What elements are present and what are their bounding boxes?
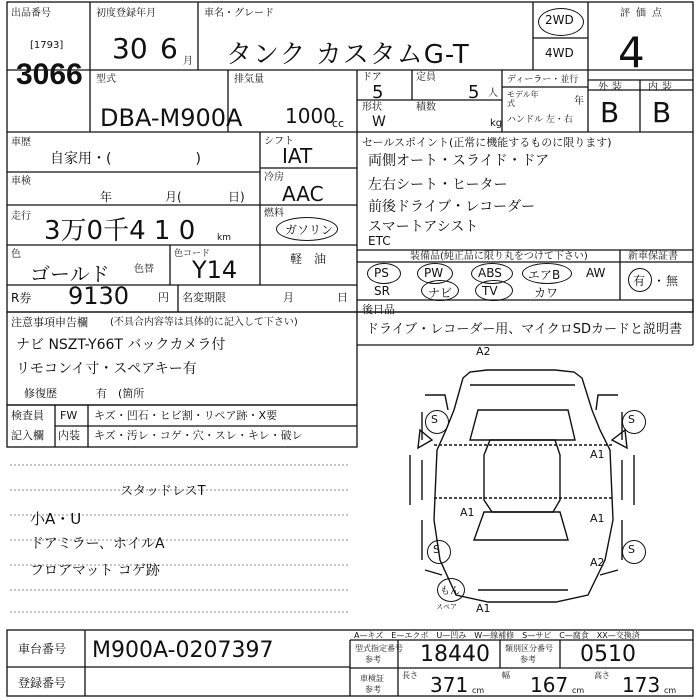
year-unit: 年 bbox=[574, 96, 584, 107]
dimensions-label: 車検証 bbox=[360, 674, 384, 683]
doors: 5 bbox=[372, 82, 384, 103]
lot-number: 3066 bbox=[16, 58, 83, 91]
exterior-label: 外装 bbox=[598, 82, 626, 93]
warranty-sep: ・ bbox=[653, 274, 666, 288]
dimensions-ref: 参考 bbox=[365, 685, 381, 694]
spec-number-ref: 参考 bbox=[365, 655, 381, 664]
selling-points-label: セールスポイント(正常に機能するものに限ります) bbox=[362, 136, 612, 149]
mark-s-rear-right: S bbox=[628, 543, 635, 556]
entry-label: 記入欄 bbox=[11, 429, 44, 442]
yen-unit: 円 bbox=[158, 291, 169, 304]
dealer-label: ディーラー・並行 bbox=[507, 75, 579, 85]
cc-unit: cc bbox=[332, 117, 345, 130]
mark-s-front-left: S bbox=[431, 413, 438, 426]
ps-circle bbox=[367, 263, 401, 284]
color-change-label: 色替 bbox=[134, 264, 154, 275]
inspector-note-2: 小A・U bbox=[30, 510, 82, 528]
navi-circle bbox=[421, 280, 459, 301]
interior-row-label: 内装 bbox=[58, 429, 80, 442]
category-number: 0510 bbox=[580, 642, 636, 667]
color: ゴールド bbox=[30, 262, 110, 286]
fuel-light: 軽 油 bbox=[290, 252, 327, 266]
fw-label: FW bbox=[60, 409, 78, 422]
mark-s-rear-left: S bbox=[433, 543, 440, 556]
equip-ps: PS bbox=[374, 266, 389, 280]
mark-a2-top: A2 bbox=[476, 345, 491, 358]
car-name-grade-label: 車名・グレード bbox=[204, 8, 274, 19]
interior-options: キズ・汚レ・コゲ・穴・スレ・キレ・破レ bbox=[94, 429, 303, 442]
model: DBA-M900A bbox=[100, 104, 243, 132]
model-label: 型式 bbox=[96, 74, 116, 85]
month-unit: 月 bbox=[183, 56, 193, 67]
exterior-grade: B bbox=[600, 96, 620, 129]
warranty-no: 無 bbox=[666, 274, 679, 288]
length: 371 bbox=[430, 673, 469, 697]
length-label: 長さ bbox=[402, 671, 418, 680]
transfer-day: 日 bbox=[337, 291, 348, 304]
fuel-label: 燃料 bbox=[264, 208, 284, 219]
selling-point-5: ETC bbox=[368, 234, 391, 248]
equip-aw: AW bbox=[586, 266, 606, 280]
recycle-label: R券 bbox=[11, 291, 32, 305]
spec-number-label: 型式指定番号 bbox=[355, 644, 403, 653]
door-label: ドア bbox=[362, 72, 382, 83]
history: 自家用・( ) bbox=[50, 151, 201, 167]
spare-mark: もん bbox=[440, 586, 460, 597]
transfer-label: 名変期限 bbox=[182, 291, 226, 304]
height-label: 高さ bbox=[594, 671, 610, 680]
note-line-1: ナビ NSZT-Y66T バックカメラ付 bbox=[16, 337, 226, 353]
registration-label: 登録番号 bbox=[18, 676, 67, 690]
selling-point-2: 左右シート・ヒーター bbox=[368, 177, 508, 193]
new-car-warranty-label: 新車保証書 bbox=[628, 251, 678, 262]
tv-circle bbox=[475, 280, 513, 301]
car-name: タンク カスタムG-T bbox=[226, 40, 470, 70]
drive-2wd: 2WD bbox=[545, 13, 574, 27]
spec-number: 18440 bbox=[420, 642, 490, 667]
model-year-label: モデル年式 bbox=[507, 90, 539, 108]
person-unit: 人 bbox=[488, 88, 498, 99]
fw-options: キズ・凹石・ヒビ割・リペア跡・X要 bbox=[94, 409, 278, 422]
category-number-label: 類別区分番号 bbox=[505, 644, 553, 653]
color-label: 色 bbox=[11, 249, 21, 260]
load-label: 積数 bbox=[416, 102, 436, 113]
airbag-circle bbox=[522, 263, 572, 284]
spare-caption: スペア bbox=[436, 603, 457, 611]
shape-label: 形状 bbox=[362, 102, 382, 113]
mark-a1-right-front: A1 bbox=[590, 448, 605, 461]
color-code-label: 色コード bbox=[174, 249, 211, 259]
width-label: 幅 bbox=[502, 671, 510, 680]
lot-code: [1793] bbox=[30, 40, 64, 51]
interior-label: 内装 bbox=[648, 82, 676, 93]
ac-label: 冷房 bbox=[264, 172, 284, 183]
mileage-label: 走行 bbox=[11, 211, 31, 222]
mark-a1-right-rear: A1 bbox=[590, 512, 605, 525]
inspector-note-3: ドアミラー、ホイルA bbox=[30, 536, 165, 552]
drive-4wd: 4WD bbox=[545, 46, 574, 60]
shift: IAT bbox=[282, 144, 313, 168]
equip-airbag: エアB bbox=[528, 268, 561, 282]
displacement-label: 排気量 bbox=[234, 74, 264, 85]
recycle-amount: 9130 bbox=[68, 282, 130, 310]
category-number-ref: 参考 bbox=[520, 655, 536, 664]
registration-month: 6 bbox=[160, 32, 178, 65]
equip-sr: SR bbox=[374, 284, 390, 298]
history-label: 車歴 bbox=[11, 137, 31, 148]
mileage: 3万0千4 1 0 bbox=[44, 216, 196, 246]
equip-navi: ナビ bbox=[428, 286, 453, 300]
repair-history-label: 修復歴 bbox=[24, 387, 57, 400]
ac: AAC bbox=[282, 182, 324, 206]
transfer-month: 月 bbox=[283, 291, 294, 304]
score: 4 bbox=[618, 28, 645, 77]
shaken-month-unit: 月( bbox=[165, 190, 182, 204]
shape: W bbox=[372, 114, 386, 130]
length-unit: cm bbox=[472, 686, 485, 695]
chassis-label: 車台番号 bbox=[18, 642, 67, 656]
interior-grade: B bbox=[652, 96, 672, 129]
height: 173 bbox=[622, 673, 661, 697]
mark-s-front-right: S bbox=[628, 413, 635, 426]
inspector-note-4: フロアマット コゲ跡 bbox=[30, 563, 160, 579]
mark-a1-left: A1 bbox=[460, 506, 475, 519]
shaken-day-unit: 日) bbox=[228, 190, 245, 204]
chassis-number: M900A-0207397 bbox=[92, 638, 274, 663]
selling-point-3: 前後ドライブ・レコーダー bbox=[368, 199, 536, 215]
kg-unit: kg bbox=[490, 118, 503, 129]
equip-pw: PW bbox=[424, 266, 444, 280]
handle-label: ハンドル 左・右 bbox=[507, 115, 573, 125]
shaken-year-unit: 年 bbox=[100, 190, 113, 204]
shaken-label: 車検 bbox=[11, 176, 31, 187]
selling-point-1: 両側オート・スライド・ドア bbox=[368, 153, 550, 169]
mark-a1-rear: A1 bbox=[476, 602, 491, 615]
damage-legend: A—キズ E—エクボ U—凹み W—線補修 S—サビ C—腐食 XX—交換済 bbox=[354, 631, 640, 640]
registration-year: 30 bbox=[112, 32, 148, 65]
after-items-text: ドライブ・レコーダー用、マイクロSDカードと説明書 bbox=[366, 322, 682, 337]
equip-tv: TV bbox=[482, 284, 498, 298]
shift-label: シフト bbox=[264, 136, 294, 147]
equip-abs: ABS bbox=[478, 266, 502, 280]
capacity: 5 bbox=[468, 82, 480, 103]
lot-number-label: 出品番号 bbox=[11, 8, 51, 19]
equipment-label: 装備品(純正品に限り丸をつけて下さい) bbox=[410, 251, 588, 262]
equip-leather: カワ bbox=[534, 286, 559, 300]
capacity-label: 定員 bbox=[416, 72, 436, 83]
warranty-yes: 有 bbox=[633, 274, 646, 288]
color-code: Y14 bbox=[192, 256, 238, 284]
notes-hint: (不具合内容等は具体的に記入して下さい) bbox=[110, 317, 298, 328]
height-unit: cm bbox=[664, 686, 677, 695]
selling-point-4: スマートアシスト bbox=[368, 219, 479, 235]
mark-a2-rear: A2 bbox=[590, 556, 605, 569]
notes-label: 注意事項申告欄 bbox=[11, 316, 88, 329]
fuel-gas: ガソリン bbox=[285, 223, 334, 237]
width: 167 bbox=[530, 673, 569, 697]
inspector-note-1: スタッドレスT bbox=[120, 484, 206, 499]
inspector-label: 検査員 bbox=[11, 409, 44, 422]
km-unit: km bbox=[217, 233, 231, 243]
repair-history-value: 有 (箇所 bbox=[96, 387, 145, 400]
after-items-label: 後日品 bbox=[362, 303, 395, 316]
displacement: 1000 bbox=[285, 104, 336, 128]
width-unit: cm bbox=[572, 686, 585, 695]
note-line-2: リモコンイ寸・スペアキー有 bbox=[16, 361, 197, 377]
first-registration-label: 初度登録年月 bbox=[96, 8, 156, 19]
score-label: 評価点 bbox=[620, 8, 668, 19]
